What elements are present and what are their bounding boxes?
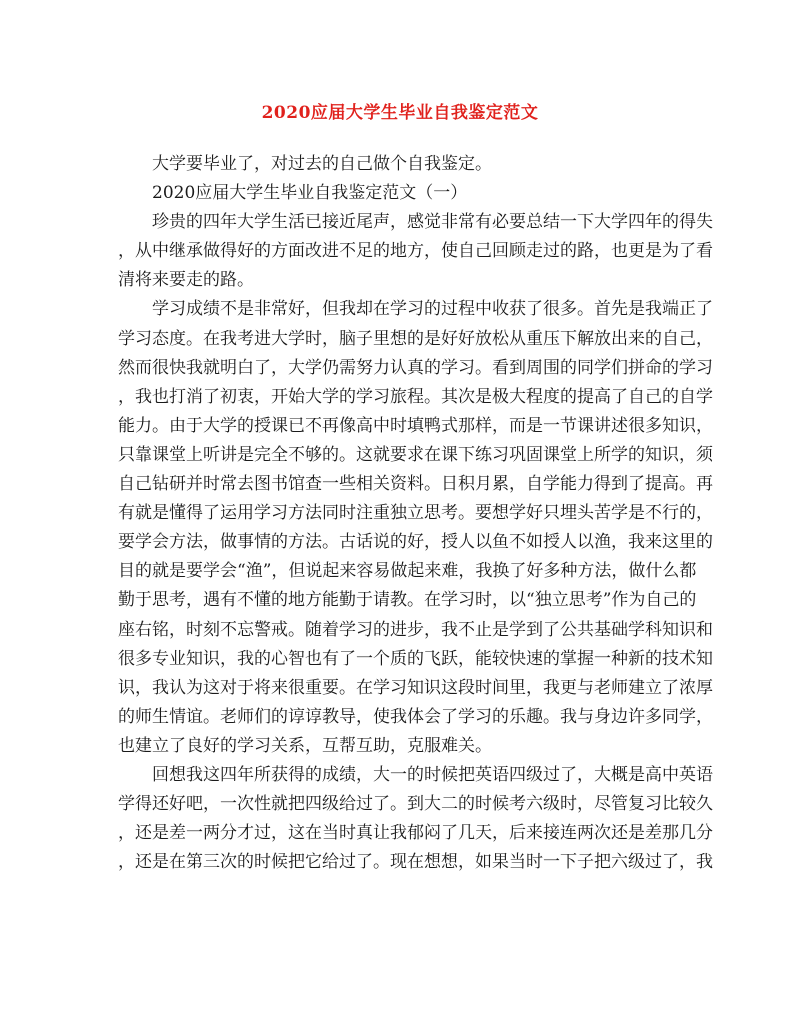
paragraph-line: 学习态度。在我考进大学时，脑子里想的是好好放松从重压下解放出来的自己， xyxy=(118,328,713,349)
document-title: 2020应届大学生毕业自我鉴定范文 xyxy=(261,103,539,123)
paragraph-line: ，还是在第三次的时候把它给过了。现在想想，如果当时一下子把六级过了，我 xyxy=(118,852,713,873)
paragraph-line: 要学会方法，做事情的方法。古话说的好，授人以鱼不如授人以渔，我来这里的 xyxy=(118,532,713,553)
paragraph-line: 只靠课堂上听讲是完全不够的。这就要求在课下练习巩固课堂上所学的知识，须 xyxy=(118,444,713,465)
paragraph-line: 然而很快我就明白了，大学仍需努力认真的学习。看到周围的同学们拼命的学习 xyxy=(118,357,713,378)
paragraph-line: ，我也打消了初衷，开始大学的学习旅程。其次是极大程度的提高了自己的自学 xyxy=(118,386,713,407)
paragraph-first-line: 大学要毕业了，对过去的自己做个自我鉴定。 xyxy=(152,154,492,174)
paragraph-line: 座右铭，时刻不忘警戒。随着学习的进步，我不止是学到了公共基础学科知识和 xyxy=(118,619,713,640)
paragraph-line: 目的就是要学会“渔”，但说起来容易做起来难，我换了好多种方法，做什么都 xyxy=(118,561,697,582)
paragraph-first-line: 学习成绩不是非常好，但我却在学习的过程中收获了很多。首先是我端正了 xyxy=(152,299,713,320)
paragraph-line: 学得还好吧，一次性就把四级给过了。到大二的时候考六级时，尽管复习比较久 xyxy=(118,794,713,815)
paragraph-line: 也建立了良好的学习关系，互帮互助，克服难关。 xyxy=(118,735,492,756)
paragraph-line: 有就是懂得了运用学习方法同时注重独立思考。要想学好只埋头苦学是不行的， xyxy=(118,503,713,524)
paragraph-line: 勤于思考，遇有不懂的地方能勤于请教。在学习时，以“独立思考”作为自己的 xyxy=(118,590,697,611)
paragraph-line: 清将来要走的路。 xyxy=(118,270,254,291)
paragraph-line: ，从中继承做得好的方面改进不足的地方，使自己回顾走过的路，也更是为了看 xyxy=(118,241,713,262)
paragraph-line: 自己钻研并时常去图书馆查一些相关资料。日积月累，自学能力得到了提高。再 xyxy=(118,474,713,495)
paragraph-first-line: 2020应届大学生毕业自我鉴定范文（一） xyxy=(152,183,468,204)
paragraph-line: 识，我认为这对于将来很重要。在学习知识这段时间里，我更与老师建立了浓厚 xyxy=(118,677,713,698)
paragraph-line: 能力。由于大学的授课已不再像高中时填鸭式那样，而是一节课讲述很多知识， xyxy=(118,415,713,436)
paragraph-first-line: 珍贵的四年大学生活已接近尾声，感觉非常有必要总结一下大学四年的得失 xyxy=(152,212,713,233)
paragraph-line: ，还是差一两分才过，这在当时真让我郁闷了几天，后来接连两次还是差那几分 xyxy=(118,823,713,844)
document-body xyxy=(118,150,713,877)
paragraph-line: 的师生情谊。老师们的谆谆教导，使我体会了学习的乐趣。我与身边许多同学， xyxy=(118,706,713,727)
paragraph-line: 很多专业知识，我的心智也有了一个质的飞跃，能较快速的掌握一种新的技术知 xyxy=(118,648,713,669)
paragraph-first-line: 回想我这四年所获得的成绩，大一的时候把英语四级过了，大概是高中英语 xyxy=(152,764,713,785)
